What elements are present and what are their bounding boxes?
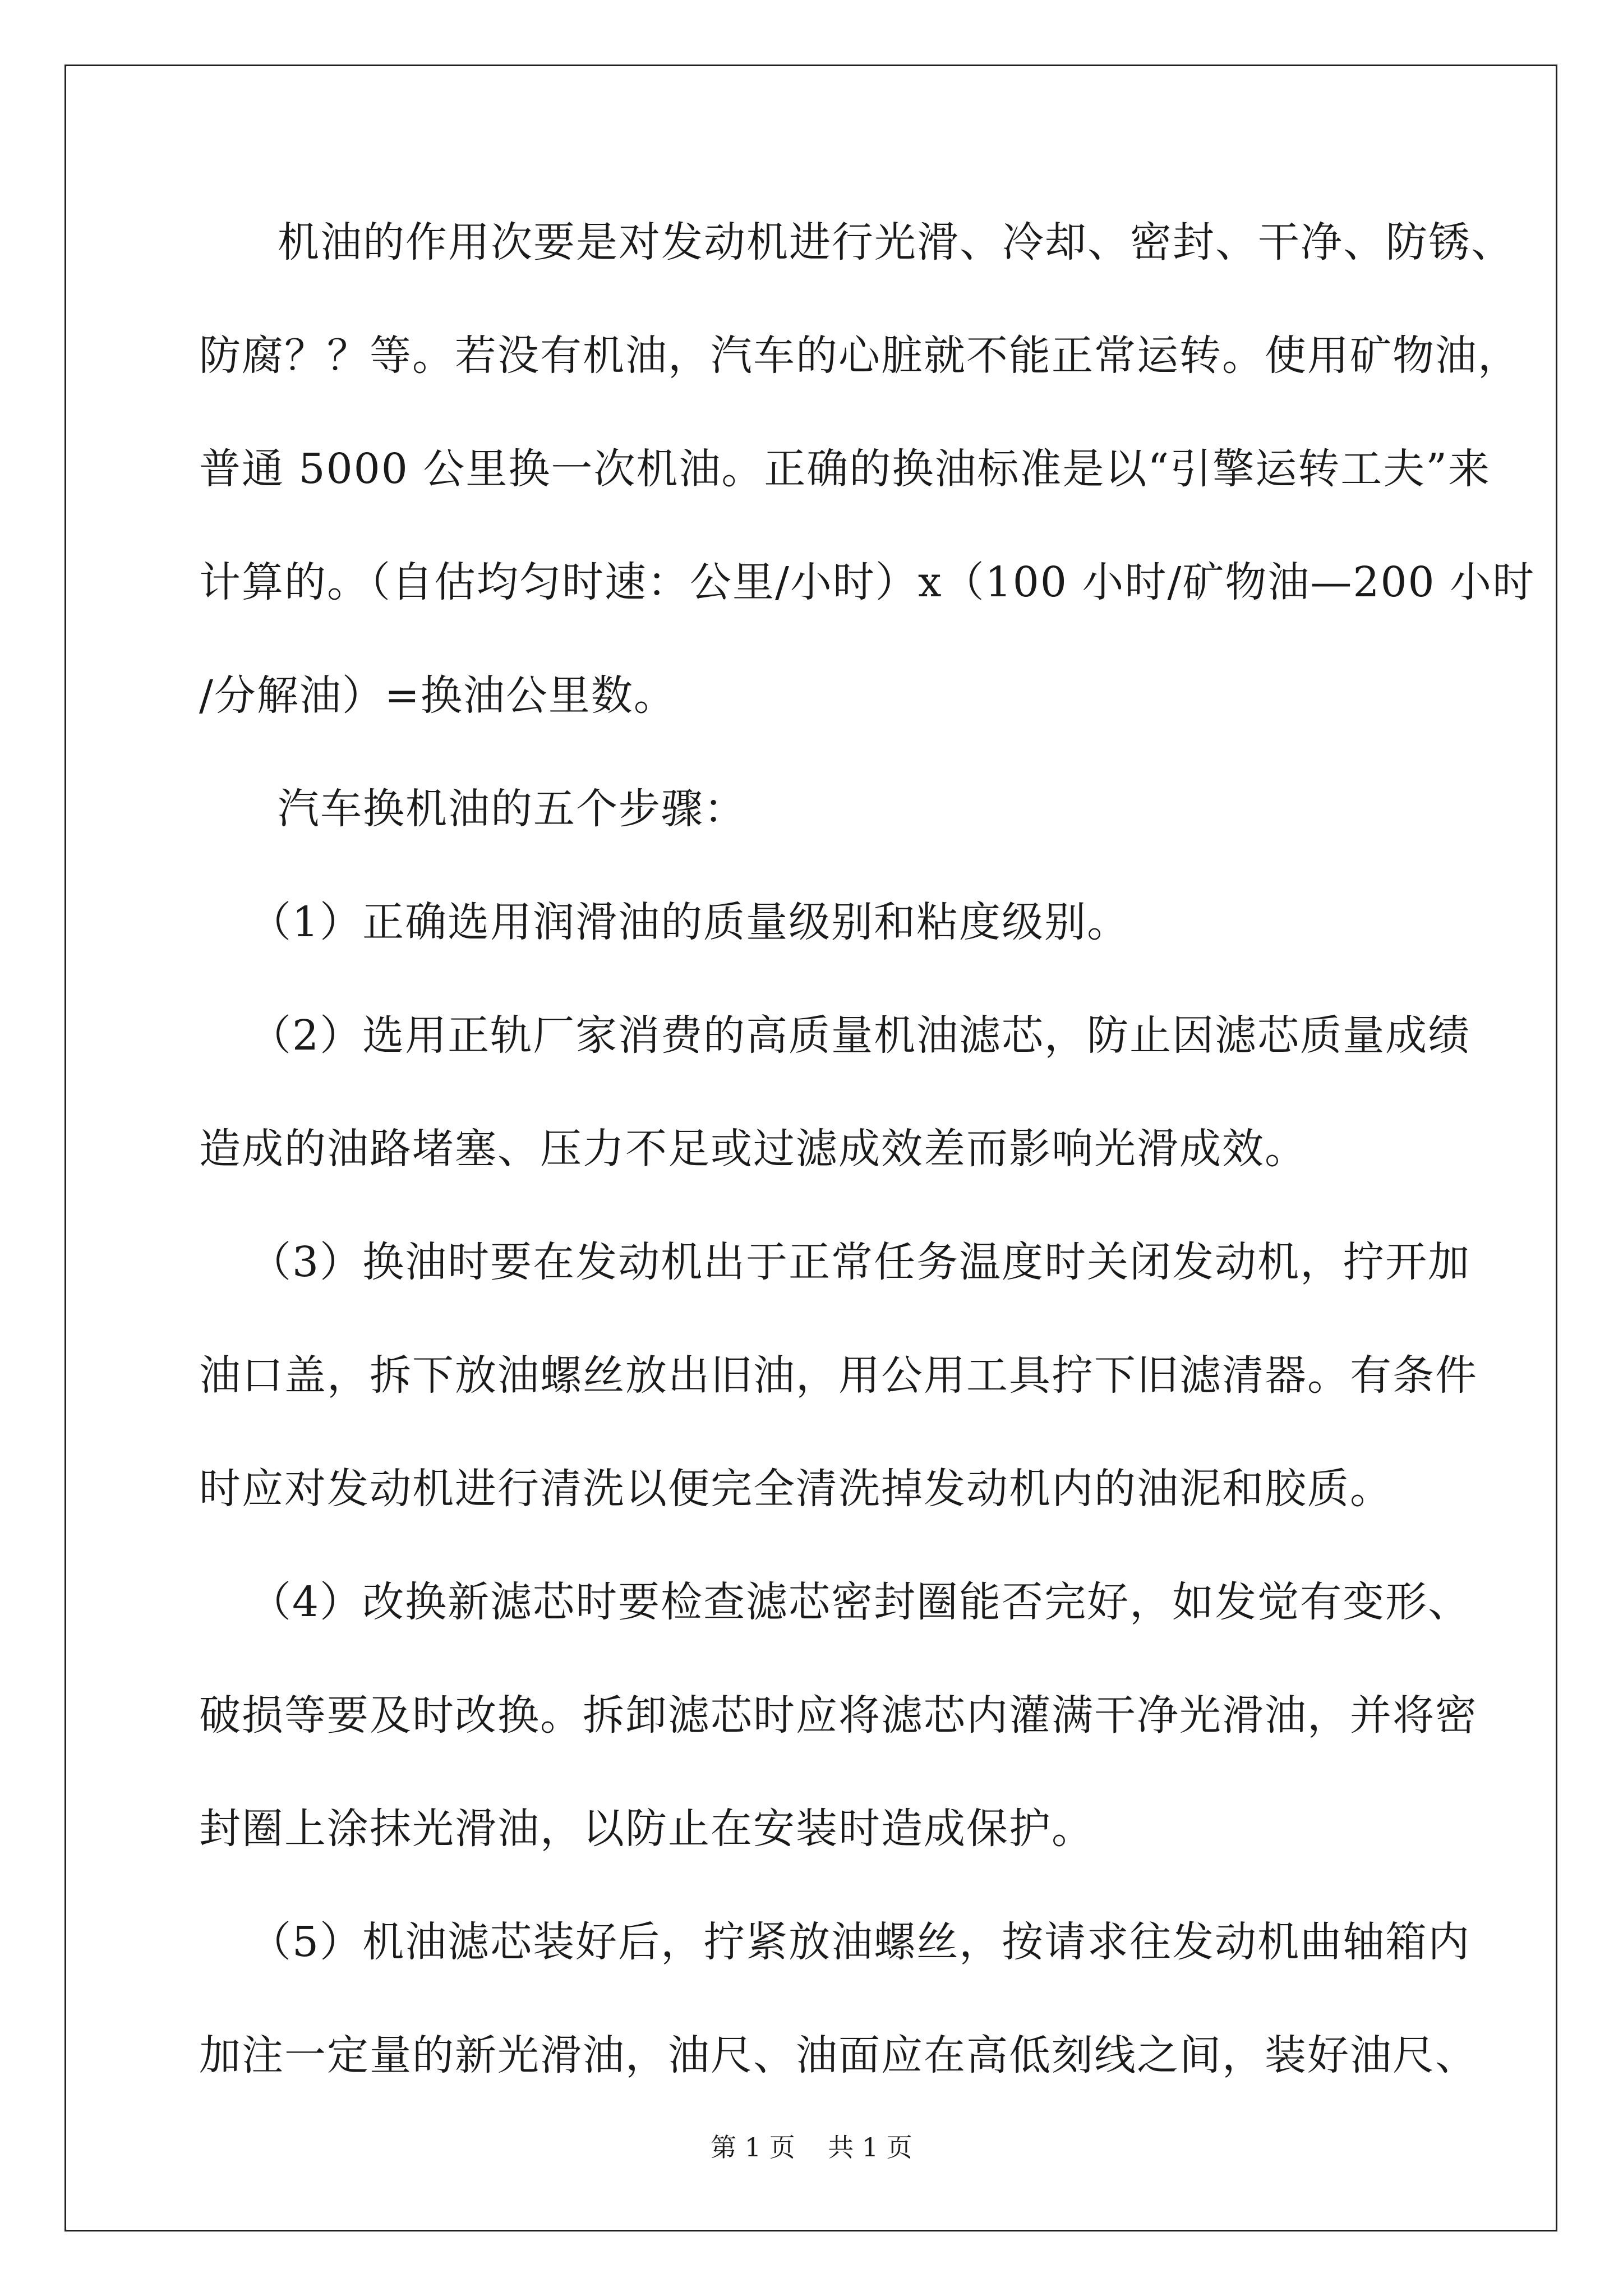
text-line: （3）换油时要在发动机出于正常任务温度时关闭发动机，拧开加	[250, 1238, 1471, 1286]
text-line: 封圈上涂抹光滑油，以防止在安装时造成保护。	[199, 1805, 1094, 1853]
text-line: 油口盖，拆下放油螺丝放出旧油，用公用工具拧下旧滤清器。有条件	[199, 1351, 1478, 1400]
text-line: （5）机油滤芯装好后，拧紧放油螺丝，按请求往发动机曲轴箱内	[250, 1918, 1471, 1966]
text-line: （4）改换新滤芯时要检查滤芯密封圈能否完好，如发觉有变形、	[250, 1578, 1471, 1626]
text-line: 计算的。（自估均匀时速：公里/小时）x（100 小时/矿物油—200 小时	[199, 558, 1536, 606]
text-line: 加注一定量的新光滑油，油尺、油面应在高低刻线之间，装好油尺、	[199, 2031, 1478, 2079]
text-line: /分解油）=换油公里数。	[199, 671, 676, 720]
text-line: （1）正确选用润滑油的质量级别和粘度级别。	[250, 898, 1130, 946]
text-line: 机油的作用次要是对发动机进行光滑、冷却、密封、干净、防锈、	[278, 218, 1514, 266]
text-line: 破损等要及时改换。拆卸滤芯时应将滤芯内灌满干净光滑油，并将密	[199, 1691, 1478, 1740]
text-line: 造成的油路堵塞、压力不足或过滤成效差而影响光滑成效。	[199, 1125, 1307, 1173]
text-line: 汽车换机油的五个步骤：	[278, 785, 746, 833]
text-line: 时应对发动机进行清洗以便完全清洗掉发动机内的油泥和胶质。	[199, 1465, 1393, 1513]
page-number: 第 1 页 共 1 页	[711, 2132, 912, 2162]
text-line: （2）选用正轨厂家消费的高质量机油滤芯，防止因滤芯质量成绩	[250, 1011, 1471, 1060]
text-line: 普通 5000 公里换一次机油。正确的换油标准是以“引擎运转工夫”来	[199, 445, 1491, 493]
text-line: 防腐？？等。若没有机油，汽车的心脏就不能正常运转。使用矿物油，	[199, 332, 1520, 380]
